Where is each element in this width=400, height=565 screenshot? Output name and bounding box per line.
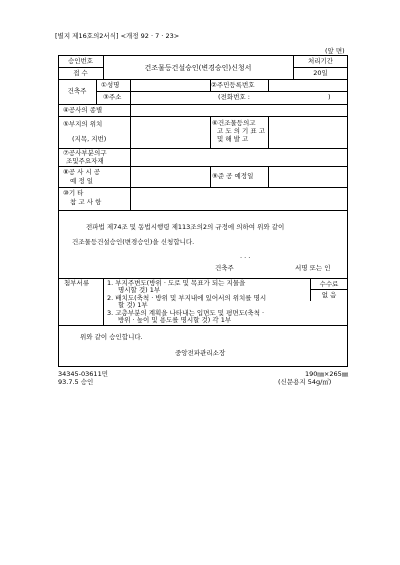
footer-approval-date: 93.7.5 승인 <box>58 378 94 386</box>
footer-paper-type: (신문용지 54g/㎡) <box>278 378 332 386</box>
form-title: 건조물등건설승인(변경승인)신청서 <box>144 64 252 72</box>
start-date-label-1: ⑧공 사 시 공 <box>63 168 101 176</box>
approval-authority: 중앙전파관리소장 <box>175 349 226 357</box>
work-type-label: ④공사의 종별 <box>63 106 103 114</box>
notes-label-1: ⑩기 타 <box>63 189 84 197</box>
page-side-label: (앞 면) <box>325 47 345 55</box>
attachment-2-line-2: 할 것) 1부 <box>118 301 148 309</box>
height-label-1: ⑥건조물등의고 <box>212 119 256 127</box>
period-value: 20일 <box>313 69 328 77</box>
statement-line-2: 건조물등건설승인(변경승인)을 신청합니다. <box>72 238 195 246</box>
height-label-2: 고 도 의 기 표 고 <box>217 127 266 135</box>
date-placeholder: . . . <box>240 252 251 260</box>
id-number-label: ②주민등록번호 <box>211 81 255 89</box>
attachment-3-line-2: 방위 · 높이 및 용도를 명시할 것) 각 1부 <box>118 316 232 324</box>
phone-label: (전화번호 : <box>218 93 250 101</box>
receipt-label: 접 수 <box>73 69 88 77</box>
attachment-1-line-1: 1. 부지주변도(방위 · 도로 및 목표가 되는 지물을 <box>107 279 246 287</box>
applicant-label: 건축주 <box>67 87 87 95</box>
fee-label: 수수료 <box>319 280 339 288</box>
approval-no-label: 승인번호 <box>67 57 94 65</box>
statement-line-1: 전파법 제74조 및 동법시행령 제113조의2의 규정에 의하여 위와 같이 <box>86 223 285 231</box>
height-label-3: 및 해 발 고 <box>217 135 249 143</box>
attachment-2-line-1: 2. 배치도(축척 · 방위 및 부지내에 있어서의 위치를 명시 <box>107 294 267 302</box>
location-sublabel: (지목, 지번) <box>72 135 107 143</box>
notes-label-2: 참 고 사 항 <box>70 198 102 206</box>
form-reference: [별지 제16호의2서식] <개정 92 · 7 · 23> <box>55 32 180 40</box>
signer-label: 건축주 <box>215 264 234 272</box>
attachment-1-line-2: 명시할 것) 1부 <box>118 286 161 294</box>
address-label: ③주소 <box>103 93 122 101</box>
name-label: ①성명 <box>101 81 120 89</box>
end-date-label: ⑨준 공 예정일 <box>212 172 254 180</box>
approval-text: 위와 같이 승인합니다. <box>80 333 143 341</box>
footer-code: 34345-03611민 <box>58 370 108 378</box>
structure-label-2: 조및주요자재 <box>66 157 104 165</box>
structure-label-1: ⑦공사부분의구 <box>63 149 107 157</box>
phone-close: ) <box>328 93 331 101</box>
attachments-label: 첨부서류 <box>64 279 90 287</box>
signature-label: 서명 또는 인 <box>295 264 331 272</box>
attachment-3-line-1: 3. 고층부분의 계획을 나타내는 입면도 및 평면도(축척 · <box>107 309 265 317</box>
footer-paper-size: 190㎜×265㎜ <box>305 370 349 378</box>
location-label: ⑤부지의 위치 <box>63 120 103 128</box>
period-label: 처리기간 <box>307 57 334 65</box>
fee-value: 없 음 <box>321 291 337 299</box>
start-date-label-2: 예 정 일 <box>70 177 93 185</box>
